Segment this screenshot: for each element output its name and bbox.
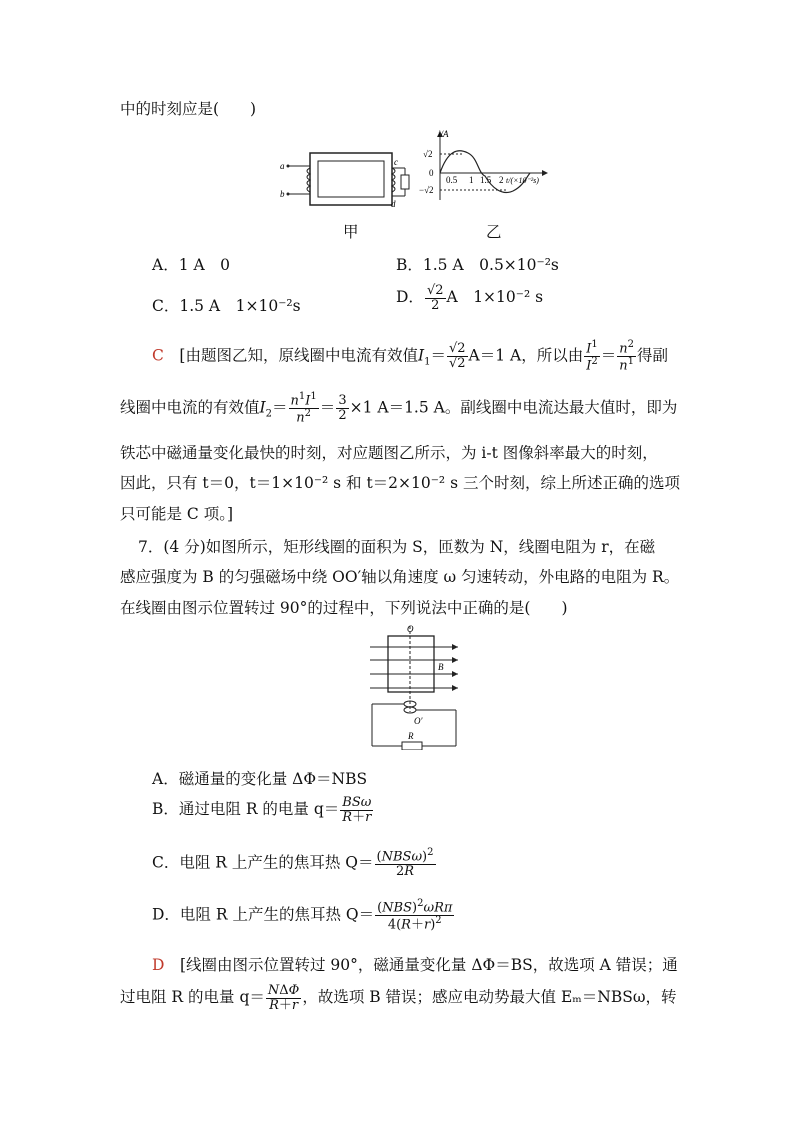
x-axis-label: t/(×10⁻²s): [506, 176, 539, 185]
q6-exp-line5: 只可能是 C 项。]: [120, 505, 234, 523]
label-b: b: [280, 189, 285, 199]
fig-label-yi: 乙: [486, 223, 502, 241]
q6-exp-line1: C [由题图乙知，原线圈中电流有效值$I_1=$ $\frac{√2}{√2}$ A＝1 A，所以由 $\frac{I^1}{I^2}$ ＝ $\frac{n^2}{n^1}$ 得副: [152, 339, 669, 374]
transformer-figure: [280, 148, 415, 210]
q6-exp-line4: 因此，只有 t＝0，t＝1×10⁻² s 和 t＝2×10⁻² s 三个时刻，综上所述正确的选项: [120, 474, 680, 492]
y-tick-pos: √2: [423, 149, 433, 159]
q6-exp-line2: 线圈中电流的有效值$I_2=$ $\frac{n^1I^1}{n^2}$ ＝ $\frac{3}{2}$ ×1 A＝1.5 A。副线圈中电流达最大值时，即为: [120, 391, 678, 426]
q7-option-c: C．电阻 R 上产生的焦耳热 Q＝ $\frac{(NBS\omega)^2}{2R}$: [152, 847, 434, 879]
q7-stem-line2: 感应强度为 B 的匀强磁场中绕 OO′轴以角速度 ω 匀速转动，外电路的电阻为 R。: [120, 568, 680, 586]
q7-stem-line1: 7．(4 分)如图所示，矩形线圈的面积为 S，匝数为 N，线圈电阻为 r，在磁: [138, 538, 656, 556]
label-o-bottom: O′: [414, 716, 423, 726]
x-tick-1-5: 1.5: [480, 175, 492, 185]
q7-option-a: A．磁通量的变化量 ΔΦ＝NBS: [152, 770, 368, 788]
y-tick-neg: −√2: [419, 185, 434, 195]
q7-stem-line3: 在线圈由图示位置转过 90°的过程中，下列说法中正确的是( ): [120, 599, 568, 617]
label-d: d: [391, 199, 396, 209]
label-resistor: R: [408, 731, 414, 741]
q6-option-c: C．1.5 A 1×10⁻²s: [152, 297, 301, 315]
y-tick-zero: 0: [429, 168, 434, 178]
q7-option-d: D．电阻 R 上产生的焦耳热 Q＝ $\frac{(NBS)^2\omega R\pi}{4(R+r)^2}$: [152, 898, 453, 933]
y-axis-label: i/A: [438, 129, 449, 139]
q6-option-d: D． $\frac{√2}{2}$ A 1×10⁻² s: [396, 283, 544, 313]
x-tick-2: 2: [499, 175, 504, 185]
fig-label-jia: 甲: [343, 223, 359, 241]
q7-exp-line1: D [线圈由图示位置转过 90°，磁通量变化量 ΔΦ＝BS，故选项 A 错误；通: [152, 956, 678, 974]
rotating-coil-figure: [366, 622, 462, 750]
q7-option-b: B．通过电阻 R 的电量 q＝ $\frac{\text{BSω}}{R+r}$: [152, 795, 372, 825]
label-b-field: B: [438, 662, 444, 672]
q6-option-b: B．1.5 A 0.5×10⁻²s: [396, 256, 559, 274]
x-tick-1: 1: [469, 175, 474, 185]
q6-exp-line3: 铁芯中磁通量变化最快的时刻，对应题图乙所示，为 i-t 图像斜率最大的时刻，: [120, 444, 658, 462]
x-tick-0-5: 0.5: [446, 175, 458, 185]
q7-exp-line2: 过电阻 R 的电量 q＝ $\frac{\text{NΔΦ}}{R+r}$ ，故选项 B 错误；感应电动势最大值 Eₘ＝NBSω，转: [120, 983, 677, 1013]
label-c: c: [394, 157, 398, 167]
q6-option-a: A．1 A 0: [152, 256, 231, 274]
current-graph: [418, 128, 553, 208]
q6-stem-tail: 中的时刻应是( ): [120, 100, 257, 118]
label-a: a: [280, 161, 285, 171]
label-o-top: O: [407, 624, 414, 634]
